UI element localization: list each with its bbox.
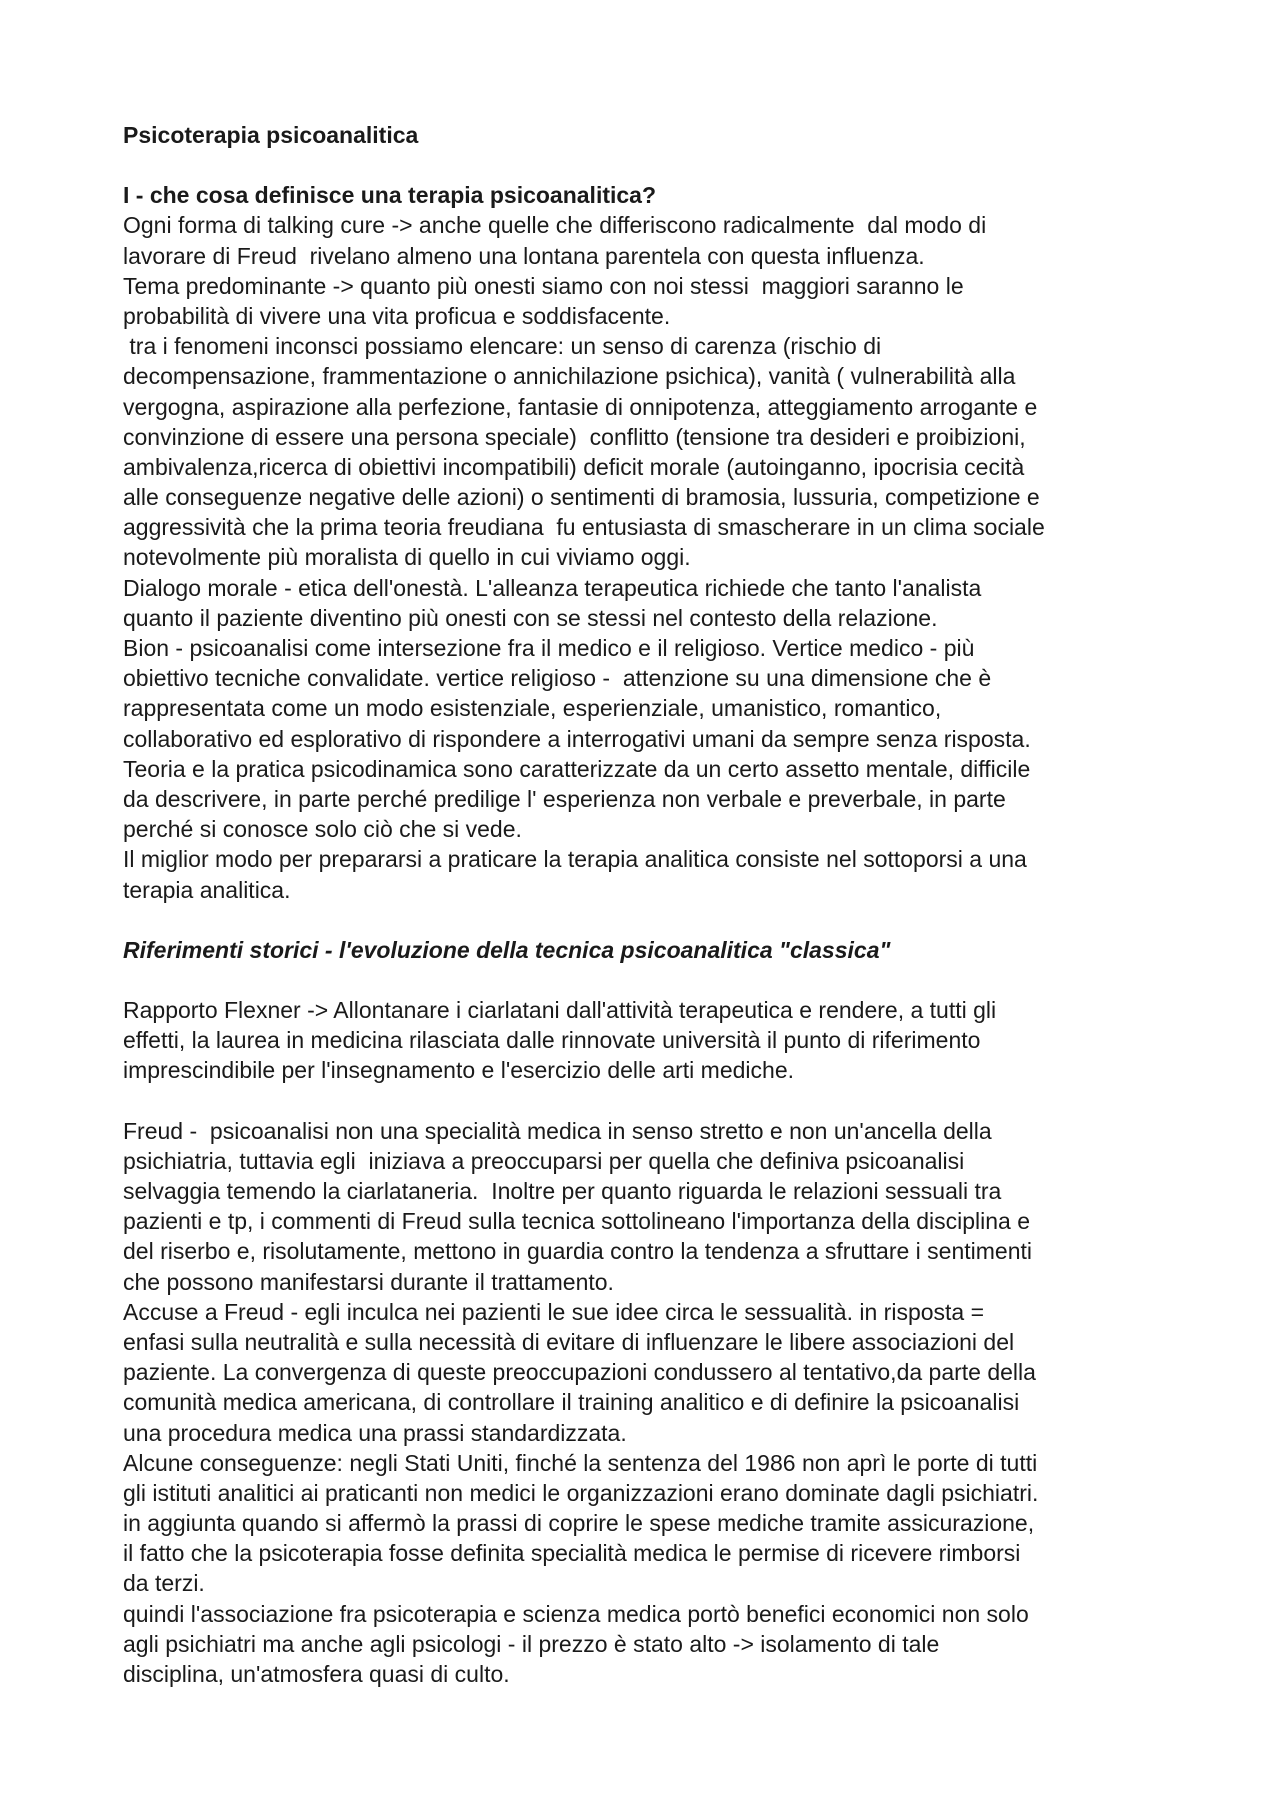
text-line: quanto il paziente diventino più onesti con se stessi nel contesto della relazione. (123, 604, 938, 631)
text-line: agli psichiatri ma anche agli psicologi - il prezzo è stato alto -> isolamento di tale (123, 1630, 940, 1657)
text-line: Dialogo morale - etica dell'onestà. L'alleanza terapeutica richiede che tanto l'analista (123, 574, 982, 601)
text-line: terapia analitica. (123, 876, 291, 903)
text-line: Freud - psicoanalisi non una specialità medica in senso stretto e non un'ancella della (123, 1117, 992, 1144)
text-line: pazienti e tp, i commenti di Freud sulla tecnica sottolineano l'importanza della disciplina e (123, 1208, 1030, 1235)
text-line: psichiatria, tuttavia egli iniziava a preoccuparsi per quella che definiva psicoanalisi (123, 1147, 965, 1174)
section-heading-definition: I - che cosa definisce una terapia psicoanalitica? (123, 182, 657, 209)
document-page (123, 120, 1183, 1689)
text-line: effetti, la laurea in medicina rilasciata dalle rinnovate università il punto di riferimento (123, 1027, 981, 1054)
text-line: comunità medica americana, di controllare il training analitico e di definire la psicoanalisi (123, 1389, 1020, 1416)
text-line: Teoria e la pratica psicodinamica sono caratterizzate da un certo assetto mentale, difficile (123, 755, 1031, 782)
text-line: disciplina, un'atmosfera quasi di culto. (123, 1661, 510, 1688)
text-line: notevolmente più moralista di quello in cui viviamo oggi. (123, 544, 691, 571)
text-line: da terzi. (123, 1570, 205, 1597)
text-line: probabilità di vivere una vita proficua e soddisfacente. (123, 302, 671, 329)
text-line: da descrivere, in parte perché predilige l' esperienza non verbale e preverbale, in parte (123, 785, 1006, 812)
text-line: del riserbo e, risolutamente, mettono in guardia contro la tendenza a sfruttare i sentimenti (123, 1238, 1032, 1265)
text-line: obiettivo tecniche convalidate. vertice religioso - attenzione su una dimensione che è (123, 665, 992, 692)
text-line: imprescindibile per l'insegnamento e l'esercizio delle arti mediche. (123, 1057, 794, 1084)
text-line: una procedura medica una prassi standardizzata. (123, 1419, 627, 1446)
text-line: perché si conosce solo ciò che si vede. (123, 816, 522, 843)
text-line: Bion - psicoanalisi come intersezione fra il medico e il religioso. Vertice medico - più (123, 635, 975, 662)
paragraph-freud (123, 1116, 1183, 1690)
text-line: lavorare di Freud rivelano almeno una lontana parentela con questa influenza. (123, 242, 925, 269)
text-line: aggressività che la prima teoria freudiana fu entusiasta di smascherare in un clima sociale (123, 514, 1045, 541)
text-line: Alcune conseguenze: negli Stati Uniti, finché la sentenza del 1986 non aprì le porte di tutti (123, 1449, 1038, 1476)
text-line: alle conseguenze negative delle azioni) o sentimenti di bramosia, lussuria, competizione e (123, 484, 1040, 511)
text-line: Tema predominante -> quanto più onesti siamo con noi stessi maggiori saranno le (123, 272, 964, 299)
section-heading-historical: Riferimenti storici - l'evoluzione della tecnica psicoanalitica "classica" (123, 936, 891, 963)
text-line: che possono manifestarsi durante il trattamento. (123, 1268, 614, 1295)
text-line: enfasi sulla neutralità e sulla necessità di evitare di influenzare le libere associazioni del (123, 1328, 1015, 1355)
paragraph-spacer (123, 1085, 1183, 1115)
text-line: Rapporto Flexner -> Allontanare i ciarlatani dall'attività terapeutica e rendere, a tutti gli (123, 996, 997, 1023)
text-line: Ogni forma di talking cure -> anche quelle che differiscono radicalmente dal modo di (123, 212, 987, 239)
text-line: quindi l'associazione fra psicoterapia e scienza medica portò benefici economici non solo (123, 1600, 1029, 1627)
text-line: tra i fenomeni inconsci possiamo elencare: un senso di carenza (rischio di (123, 333, 882, 360)
text-line: collaborativo ed esplorativo di rispondere a interrogativi umani da sempre senza risposta. (123, 725, 1031, 752)
text-line: Il miglior modo per prepararsi a praticare la terapia analitica consiste nel sottoporsi a una (123, 846, 1027, 873)
paragraph-flexner (123, 995, 1183, 1086)
text-line: il fatto che la psicoterapia fosse definita specialità medica le permise di ricevere rimborsi (123, 1540, 1021, 1567)
text-line: decompensazione, frammentazione o annichilazione psichica), vanità ( vulnerabilità alla (123, 363, 1016, 390)
text-line: gli istituti analitici ai praticanti non medici le organizzazioni erano dominate dagli psichiatri. (123, 1479, 1039, 1506)
text-line: rappresentata come un modo esistenziale, esperienziale, umanistico, romantico, (123, 695, 942, 722)
section-1-body (123, 210, 1183, 904)
document-title: Psicoterapia psicoanalitica (123, 122, 419, 148)
text-line: convinzione di essere una persona speciale) conflitto (tensione tra desideri e proibizioni, (123, 423, 1026, 450)
text-line: paziente. La convergenza di queste preoccupazioni condussero al tentativo,da parte della (123, 1359, 1036, 1386)
text-line: vergogna, aspirazione alla perfezione, fantasie di onnipotenza, atteggiamento arrogante e (123, 393, 1038, 420)
text-line: Accuse a Freud - egli inculca nei pazienti le sue idee circa le sessualità. in risposta = (123, 1298, 985, 1325)
text-line: in aggiunta quando si affermò la prassi di coprire le spese mediche tramite assicurazione, (123, 1510, 1035, 1537)
text-line: ambivalenza,ricerca di obiettivi incompatibili) deficit morale (autoinganno, ipocrisia cecità (123, 453, 1025, 480)
text-line: selvaggia temendo la ciarlataneria. Inoltre per quanto riguarda le relazioni sessuali tra (123, 1178, 1002, 1205)
